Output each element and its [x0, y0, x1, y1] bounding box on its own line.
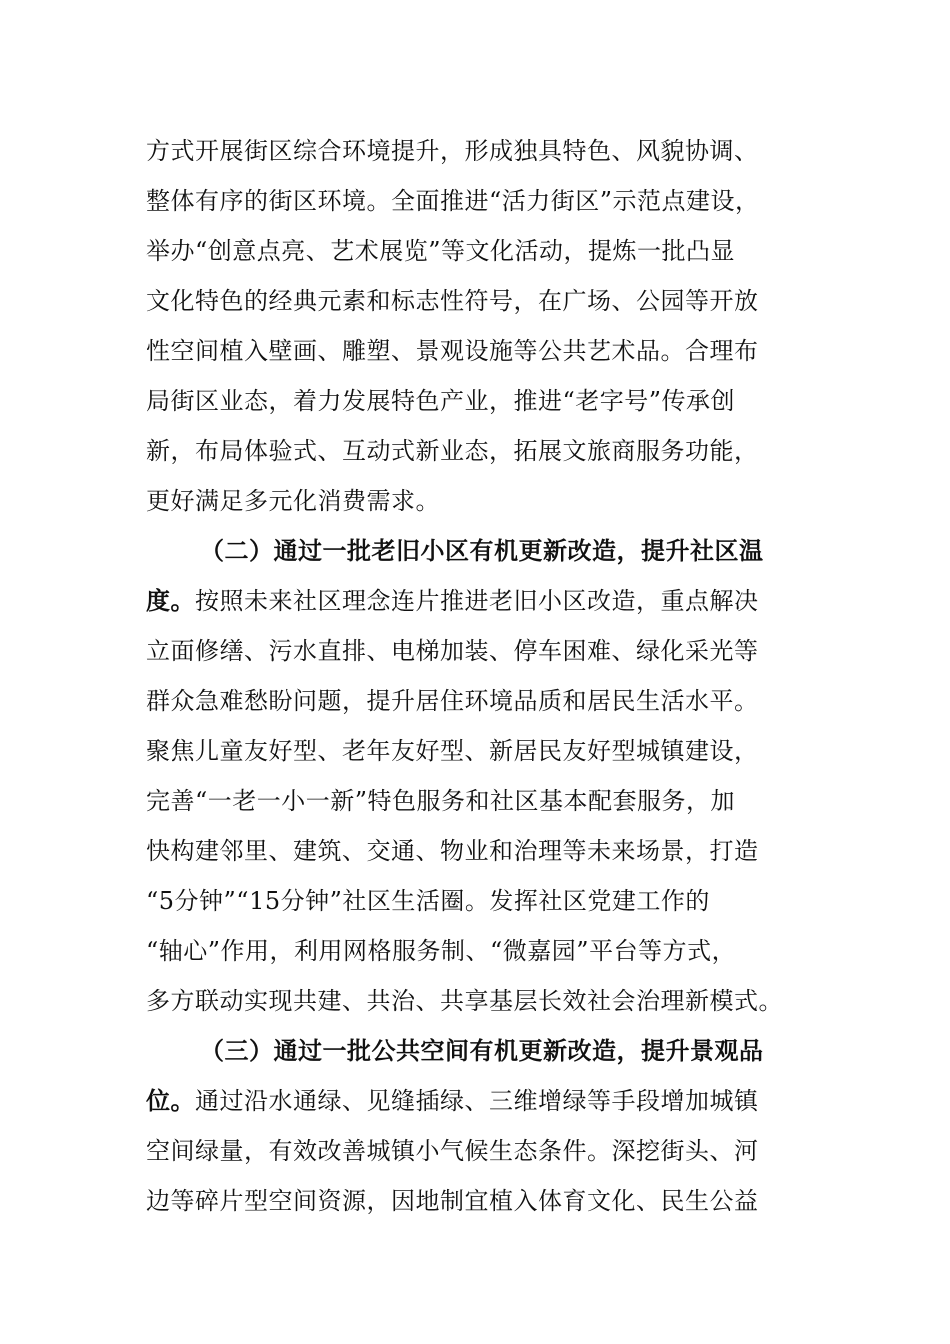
paragraph-2-line-2	[146, 586, 759, 616]
paragraph-2-line-10: 多方联动实现共建、共治、共享基层长效社会治理新模式。	[146, 987, 783, 1015]
paragraph-1-line-1: 方式开展街区综合环境提升，形成独具特色、风貌协调、	[146, 137, 759, 165]
paragraph-2-line-7: 快构建邻里、建筑、交通、物业和治理等未来场景，打造	[146, 837, 759, 865]
section-2-heading: （二）通过一批老旧小区有机更新改造，提升社区温	[200, 536, 764, 565]
paragraph-3-line-4: 边等碎片型空间资源，因地制宜植入体育文化、民生公益	[146, 1187, 759, 1215]
paragraph-2-line-6: 完善“一老一小一新”特色服务和社区基本配套服务，加	[146, 787, 736, 815]
section-2-heading-end: 度。	[146, 586, 195, 615]
paragraph-2-line-3: 立面修缮、污水直排、电梯加装、停车困难、绿化采光等	[146, 637, 759, 665]
paragraph-1-line-3: 举办“创意点亮、艺术展览”等文化活动，提炼一批凸显	[146, 237, 736, 265]
paragraph-3-line-2	[146, 1086, 759, 1116]
paragraph-2-line-8: “5分钟”“15分钟”社区生活圈。发挥社区党建工作的	[146, 887, 710, 915]
paragraph-3-line-3: 空间绿量，有效改善城镇小气候生态条件。深挖街头、河	[146, 1137, 759, 1165]
paragraph-1-line-7: 新，布局体验式、互动式新业态，拓展文旅商服务功能，	[146, 437, 759, 465]
paragraph-1-line-4: 文化特色的经典元素和标志性符号，在广场、公园等开放	[146, 287, 759, 315]
paragraph-1-line-6: 局街区业态，着力发展特色产业，推进“老字号”传承创	[146, 387, 736, 415]
paragraph-2-line-9: “轴心”作用，利用网格服务制、“微嘉园”平台等方式，	[146, 937, 737, 965]
paragraph-1-line-8: 更好满足多元化消费需求。	[146, 487, 440, 515]
paragraph-1-line-2: 整体有序的街区环境。全面推进“活力街区”示范点建设，	[146, 187, 760, 215]
paragraph-2-line-4: 群众急难愁盼问题，提升居住环境品质和居民生活水平。	[146, 687, 759, 715]
paragraph-2-line-2-text: 按照未来社区理念连片推进老旧小区改造，重点解决	[195, 587, 759, 615]
paragraph-3-line-2-text: 通过沿水通绿、见缝插绿、三维增绿等手段增加城镇	[195, 1087, 759, 1115]
paragraph-1-line-5: 性空间植入壁画、雕塑、景观设施等公共艺术品。合理布	[146, 337, 759, 365]
paragraph-2-line-5: 聚焦儿童友好型、老年友好型、新居民友好型城镇建设，	[146, 737, 759, 765]
section-3-heading: （三）通过一批公共空间有机更新改造，提升景观品	[200, 1036, 764, 1065]
section-3-heading-end: 位。	[146, 1086, 195, 1115]
